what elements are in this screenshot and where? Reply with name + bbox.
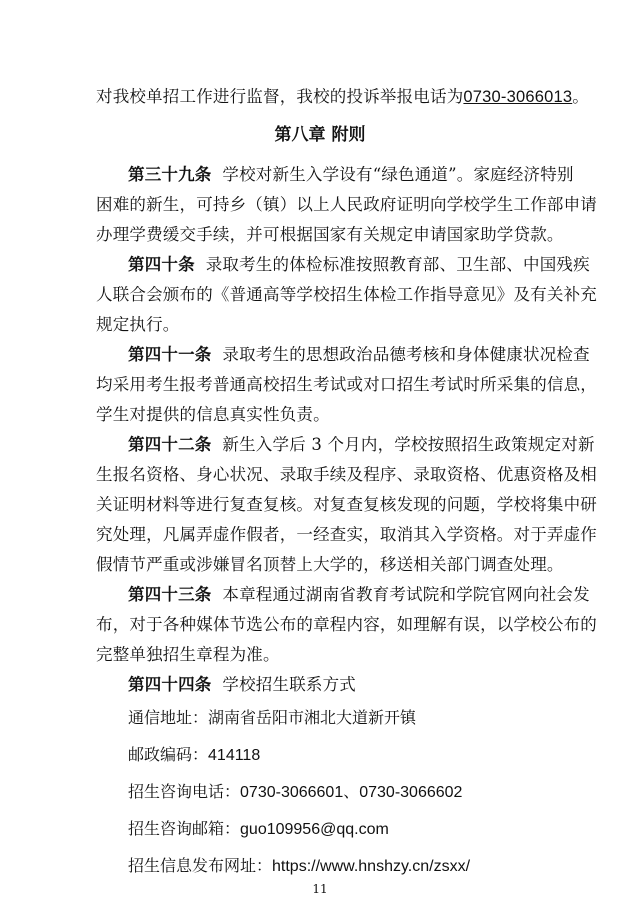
article-39-line-1: 第三十九条 学校对新生入学设有“绿色通道”。家庭经济特别 — [128, 165, 574, 184]
contact-address-value: 湖南省岳阳市湘北大道新开镇 — [208, 708, 417, 727]
article-39-line-2: 困难的新生，可持乡（镇）以上人民政府证明向学校学生工作部申请 — [96, 195, 597, 214]
contact-email-value[interactable]: guo109956@qq.com — [240, 821, 389, 838]
chapter-title: 第八章 附则 — [274, 125, 366, 145]
contact-phone-label: 招生咨询电话： — [128, 782, 241, 801]
article-39-label: 第三十九条 — [128, 165, 212, 184]
contact-phone-value: 0730-3066601、0730-3066602 — [240, 784, 463, 801]
article-41-line-1: 第四十一条 录取考生的思想政治品德考核和身体健康状况检查 — [128, 345, 590, 364]
article-42-line-1: 第四十二条 新生入学后 3 个月内，学校按照招生政策规定对新 — [128, 435, 595, 454]
article-41-label: 第四十一条 — [128, 345, 212, 364]
article-42-line-4: 究处理，凡属弄虚作假者，一经查实，取消其入学资格。对于弄虚作 — [96, 525, 597, 544]
article-43-line-2: 布，对于各种媒体节选公布的章程内容，如理解有误，以学校公布的 — [96, 615, 597, 634]
article-44-line-1: 第四十四条 学校招生联系方式 — [128, 675, 356, 694]
contact-email-label: 招生咨询邮箱： — [128, 819, 241, 838]
contact-postcode — [128, 742, 260, 769]
intro-line — [96, 82, 589, 112]
contact-address — [128, 705, 416, 731]
article-39-line-3: 办理学费缓交手续，并可根据国家有关规定申请国家助学贷款。 — [96, 225, 564, 244]
article-42-line-3: 关证明材料等进行复查复核。对复查复核发现的问题，学校将集中研 — [96, 495, 597, 514]
article-43-label: 第四十三条 — [128, 585, 212, 604]
article-40-label: 第四十条 — [128, 255, 195, 274]
contact-website-label: 招生信息发布网址： — [128, 856, 273, 875]
intro-end: 。 — [572, 87, 589, 106]
article-44-label: 第四十四条 — [128, 675, 212, 694]
page-number: 11 — [312, 882, 328, 896]
article-40-line-1: 第四十条 录取考生的体检标准按照教育部、卫生部、中国残疾 — [128, 255, 590, 274]
article-40-line-3: 规定执行。 — [96, 315, 180, 334]
contact-website — [128, 853, 470, 880]
contact-phone — [128, 779, 462, 806]
article-41-line-2: 均采用考生报考普通高校招生考试或对口招生考试时所采集的信息， — [96, 375, 597, 394]
article-42-label: 第四十二条 — [128, 435, 212, 454]
article-40-line-2: 人联合会颁布的《普通高等学校招生体检工作指导意见》及有关补充 — [96, 285, 597, 304]
complaint-phone-link[interactable]: 0730-3066013 — [463, 88, 573, 106]
article-41-line-3: 学生对提供的信息真实性负责。 — [96, 405, 330, 424]
article-43-line-3: 完整单独招生章程为准。 — [96, 645, 280, 664]
article-43-line-1: 第四十三条 本章程通过湖南省教育考试院和学院官网向社会发 — [128, 585, 590, 604]
contact-website-link[interactable]: https://www.hnshzy.cn/zsxx/ — [272, 858, 471, 875]
article-42-line-2: 生报名资格、身心状况、录取手续及程序、录取资格、优惠资格及相 — [96, 465, 597, 484]
contact-address-label: 通信地址： — [128, 708, 209, 727]
contact-email — [128, 816, 389, 843]
contact-postcode-label: 邮政编码： — [128, 745, 209, 764]
intro-text: 对我校单招工作进行监督，我校的投诉举报电话为 — [96, 87, 464, 106]
contact-postcode-value: 414118 — [208, 747, 261, 764]
article-42-line-5: 假情节严重或涉嫌冒名顶替上大学的，移送相关部门调查处理。 — [96, 555, 564, 574]
